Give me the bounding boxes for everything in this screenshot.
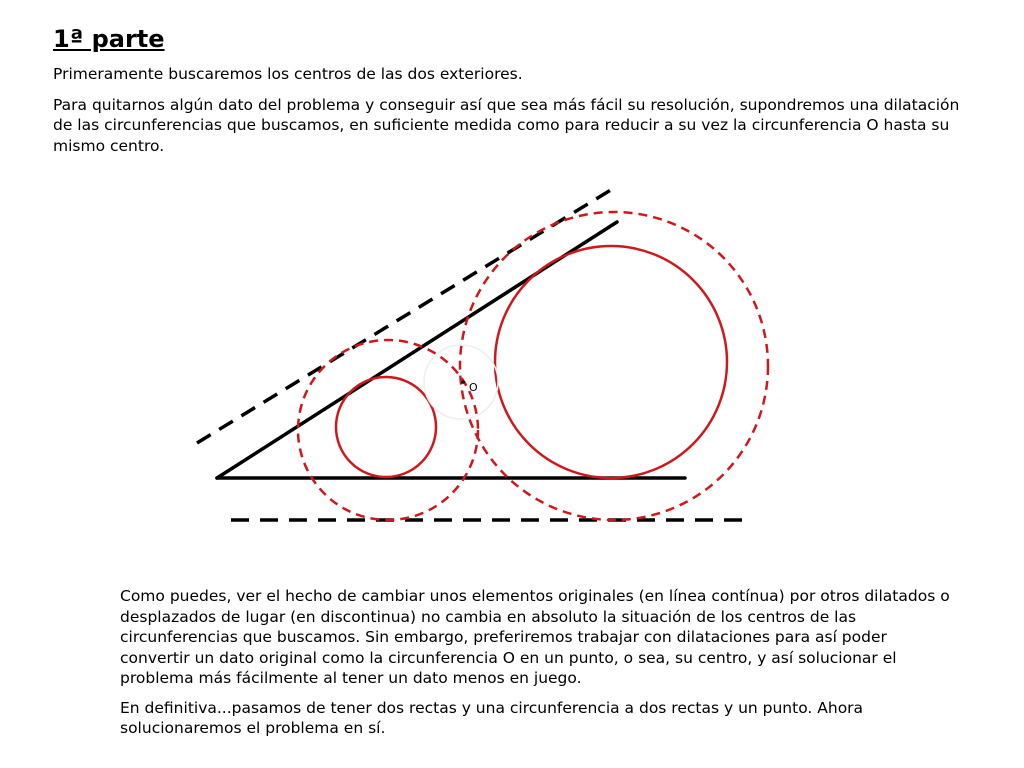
explanation-text bbox=[120, 586, 950, 748]
small-solid-circle bbox=[336, 377, 436, 477]
point-o-label: O bbox=[469, 381, 478, 394]
page-title: 1ª parte bbox=[53, 25, 165, 53]
intro-paragraph-1: Primeramente buscaremos los centros de las dos exteriores. bbox=[53, 65, 523, 83]
intro-paragraph-2: Para quitarnos algún dato del problema y conseguir así que sea más fácil su resolución, supondremos una dilatación de las circunferencias que buscamos, en suficiente medida como para reducir a su vez la circunferencia O hasta su mismo centro. bbox=[53, 95, 960, 155]
point-o bbox=[461, 380, 465, 384]
large-solid-circle bbox=[495, 246, 727, 478]
explanation-paragraph-1: Como puedes, ver el hecho de cambiar unos elementos originales (en línea contínua) por otros dilatados o desplazados de lugar (en discontinua) no cambia en absoluto la situación de los centros de las circunferencias que buscamos. Sin embargo, preferiremos trabajar con dilataciones para así poder convertir un dato original como la circunferencia O en un punto, o sea, su centro, y así solucionar el problema más fácilmente al tener un dato menos en juego. bbox=[120, 587, 950, 687]
explanation-paragraph-2: En definitiva...pasamos de tener dos rectas y una circunferencia a dos rectas y un punto. Ahora solucionaremos el problema en sí. bbox=[120, 698, 864, 737]
large-dashed-circle bbox=[460, 212, 768, 520]
